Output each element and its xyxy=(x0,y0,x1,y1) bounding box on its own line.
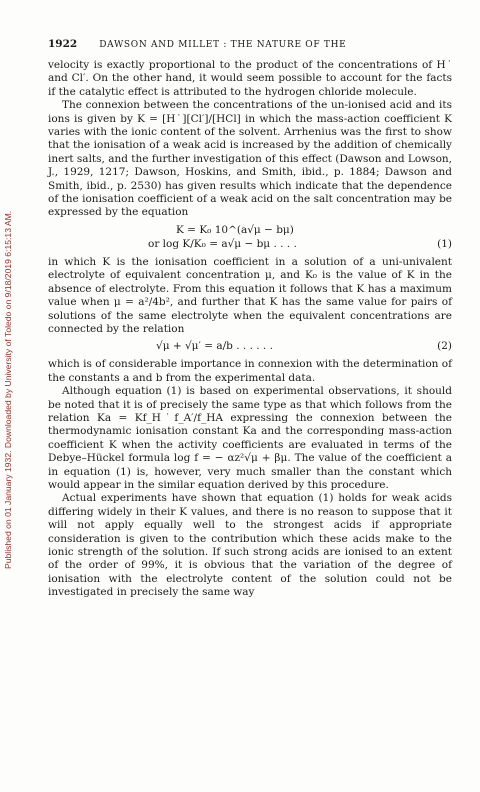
equation-2-number: (2) xyxy=(437,340,452,353)
download-watermark: Published on 01 January 1932. Downloaded by University of Toledo on 9/18/2019 6:15:13 AM. xyxy=(3,210,13,570)
equation-1-line-2 xyxy=(48,238,452,252)
paragraph-6: Actual experiments have shown that equation (1) holds for weak acids differing widely in their K values, and there is no reason to suppose that it will not apply equally well to the strongest acids if appropriate consideration is given to the contribution which these acids make to the ionic strength of the solution. If such strong acids are ionised to an extent of the order of 99%, it is obvious that the variation of the degree of ionisation with the electrolyte content of the solution could not be investigated in precisely the same way xyxy=(48,492,452,599)
equation-1-number: (1) xyxy=(437,237,452,250)
equation-1-log-form: or log K/K₀ = a√μ − bμ . . . . xyxy=(148,237,297,250)
paragraph-5: Although equation (1) is based on experimental observations, it should be noted that it is of precisely the same type as that which follows from the relation Ka = Kf_H˙f_A′/f_HA expressing the connexion between the thermodynamic ionisation constant Ka and the corresponding mass-action coefficient K when the activity coefficients are evaluated in terms of the Debye–Hückel formula log f = − αz²√μ + βμ. The value of the coefficient a in equation (1) is, however, very much smaller than the constant which would appear in the similar equation derived by this procedure. xyxy=(48,385,452,491)
paragraph-1: velocity is exactly proportional to the product of the concentrations of H˙ and Cl′. On the other hand, it would seem possible to account for the facts if the catalytic effect is attributed to the hydrogen chloride molecule. xyxy=(48,59,452,98)
equation-1-exponential-form: K = K₀ 10^(a√μ − bμ) xyxy=(176,223,294,236)
equation-2-relation: √μ + √μ′ = a/b . . . . . . xyxy=(156,340,273,353)
paragraph-3: in which K is the ionisation coefficient in a solution of a uni-univalent electrolyte of equivalent concentration μ, and K₀ is the value of K in the absence of electrolyte. From this equation it follows that K has a maximum value when μ = a²/4b², and further that K has the same value for pairs of solutions of the same electrolyte when the equivalent concentrations are connected by the relation xyxy=(48,255,452,335)
running-header xyxy=(48,38,452,50)
paragraph-4: which is of considerable importance in connexion with the determination of the constants a and b from the experimental data. xyxy=(48,358,452,384)
running-title: DAWSON AND MILLET : THE NATURE OF THE xyxy=(99,40,347,50)
page-body xyxy=(48,38,452,600)
equation-1-line-1 xyxy=(48,224,452,238)
equation-2 xyxy=(48,340,452,354)
page-number: 1922 xyxy=(48,38,78,50)
paragraph-2: The connexion between the concentrations of the un-ionised acid and its ions is given by K = [H˙][Cl′]/[HCl] in which the mass-action coefficient K varies with the ionic content of the solvent. Arrhenius was the first to show that the ionisation of a weak acid is increased by the addition of chemically inert salts, and the further investigation of this effect (Dawson and Lowson, J., 1929, 1217; Dawson, Hoskins, and Smith, ibid., p. 1884; Dawson and Smith, ibid., p. 2530) has given results which indicate that the dependence of the ionisation coefficient of a weak acid on the salt concentration may be expressed by the equation xyxy=(48,99,452,219)
